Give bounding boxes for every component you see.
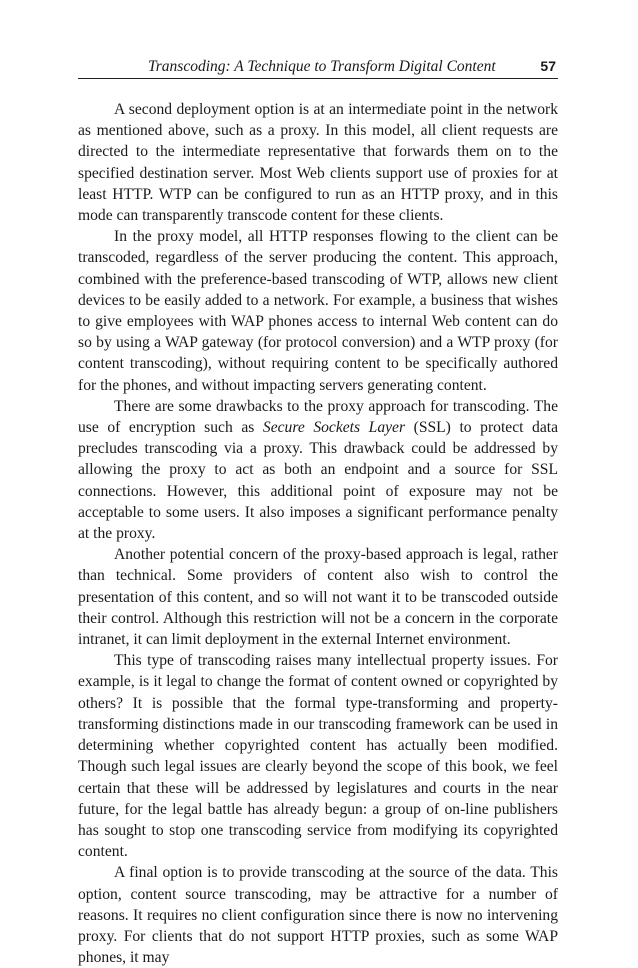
paragraph-text: There are some drawbacks to the proxy approach for transcoding. The use of encryption such as — [78, 397, 558, 437]
paragraph-intellectual-property: This type of transcoding raises many intellectual property issues. For example, is it legal to change the format of content owned or copyrighted by others? It is possible that the formal type-transforming and property-transforming distinctions made in our transcoding framework can be used in determining whether copyrighted content has actually been modified. Though such legal issues are clearly beyond the scope of this book, we feel certain that these will be addressed by legislatures and courts in the near future, for the legal battle has already begun: a group of on-line publishers has sought to stop one transcoding service from modifying its copyrighted content. — [78, 652, 558, 861]
paragraph-proxy-drawbacks — [78, 396, 558, 544]
paragraph-source-transcoding: A final option is to provide transcoding at the source of the data. This option, content source transcoding, may be attractive for a number of reasons. It requires no client configuration since there is now no intervening proxy. For clients that do not support HTTP proxies, such as some WAP phones, it may — [78, 864, 558, 967]
body-text — [78, 99, 558, 968]
running-header — [78, 56, 558, 79]
running-title: Transcoding: A Technique to Transform Digital Content — [148, 58, 496, 75]
paragraph-proxy-model: In the proxy model, all HTTP responses flowing to the client can be transcoded, regardless of the server producing the content. This approach, combined with the preference-based transcoding of WTP, allows new client devices to be easily added to a network. For example, a business that wishes to give employees with WAP phones access to internal Web content can do so by using a WAP gateway (for protocol conversion) and a WTP proxy (for content transcoding), without requiring content to be specifically authored for the phones, and without impacting servers generating content. — [78, 228, 558, 394]
paragraph-proxy-deployment: A second deployment option is at an intermediate point in the network as mentioned above, such as a proxy. In this model, all client requests are directed to the intermediate representative that forwards them on to the specified destination server. Most Web clients support use of proxies for at least HTTP. WTP can be configured to run as an HTTP proxy, and in this mode can transparently transcode content for these clients. — [78, 101, 558, 225]
book-page — [78, 56, 558, 968]
page-number: 57 — [540, 58, 556, 74]
paragraph-text: (SSL) to protect data precludes transcoding via a proxy. This drawback could be addressed by allowing the proxy to act as both an endpoint and a source for SSL connections. However, this additional point of exposure may not be acceptable to some users. It also imposes a significant performance penalty at the proxy. — [78, 419, 558, 543]
paragraph-legal-concern: Another potential concern of the proxy-based approach is legal, rather than technical. Some providers of content also wish to control the presentation of this content, and so will not want it to be transcoded outside their control. Although this restriction will not be a concern in the corporate intranet, it can limit deployment in the external Internet environment. — [78, 546, 558, 649]
emphasis-term: Secure Sockets Layer — [262, 419, 406, 437]
